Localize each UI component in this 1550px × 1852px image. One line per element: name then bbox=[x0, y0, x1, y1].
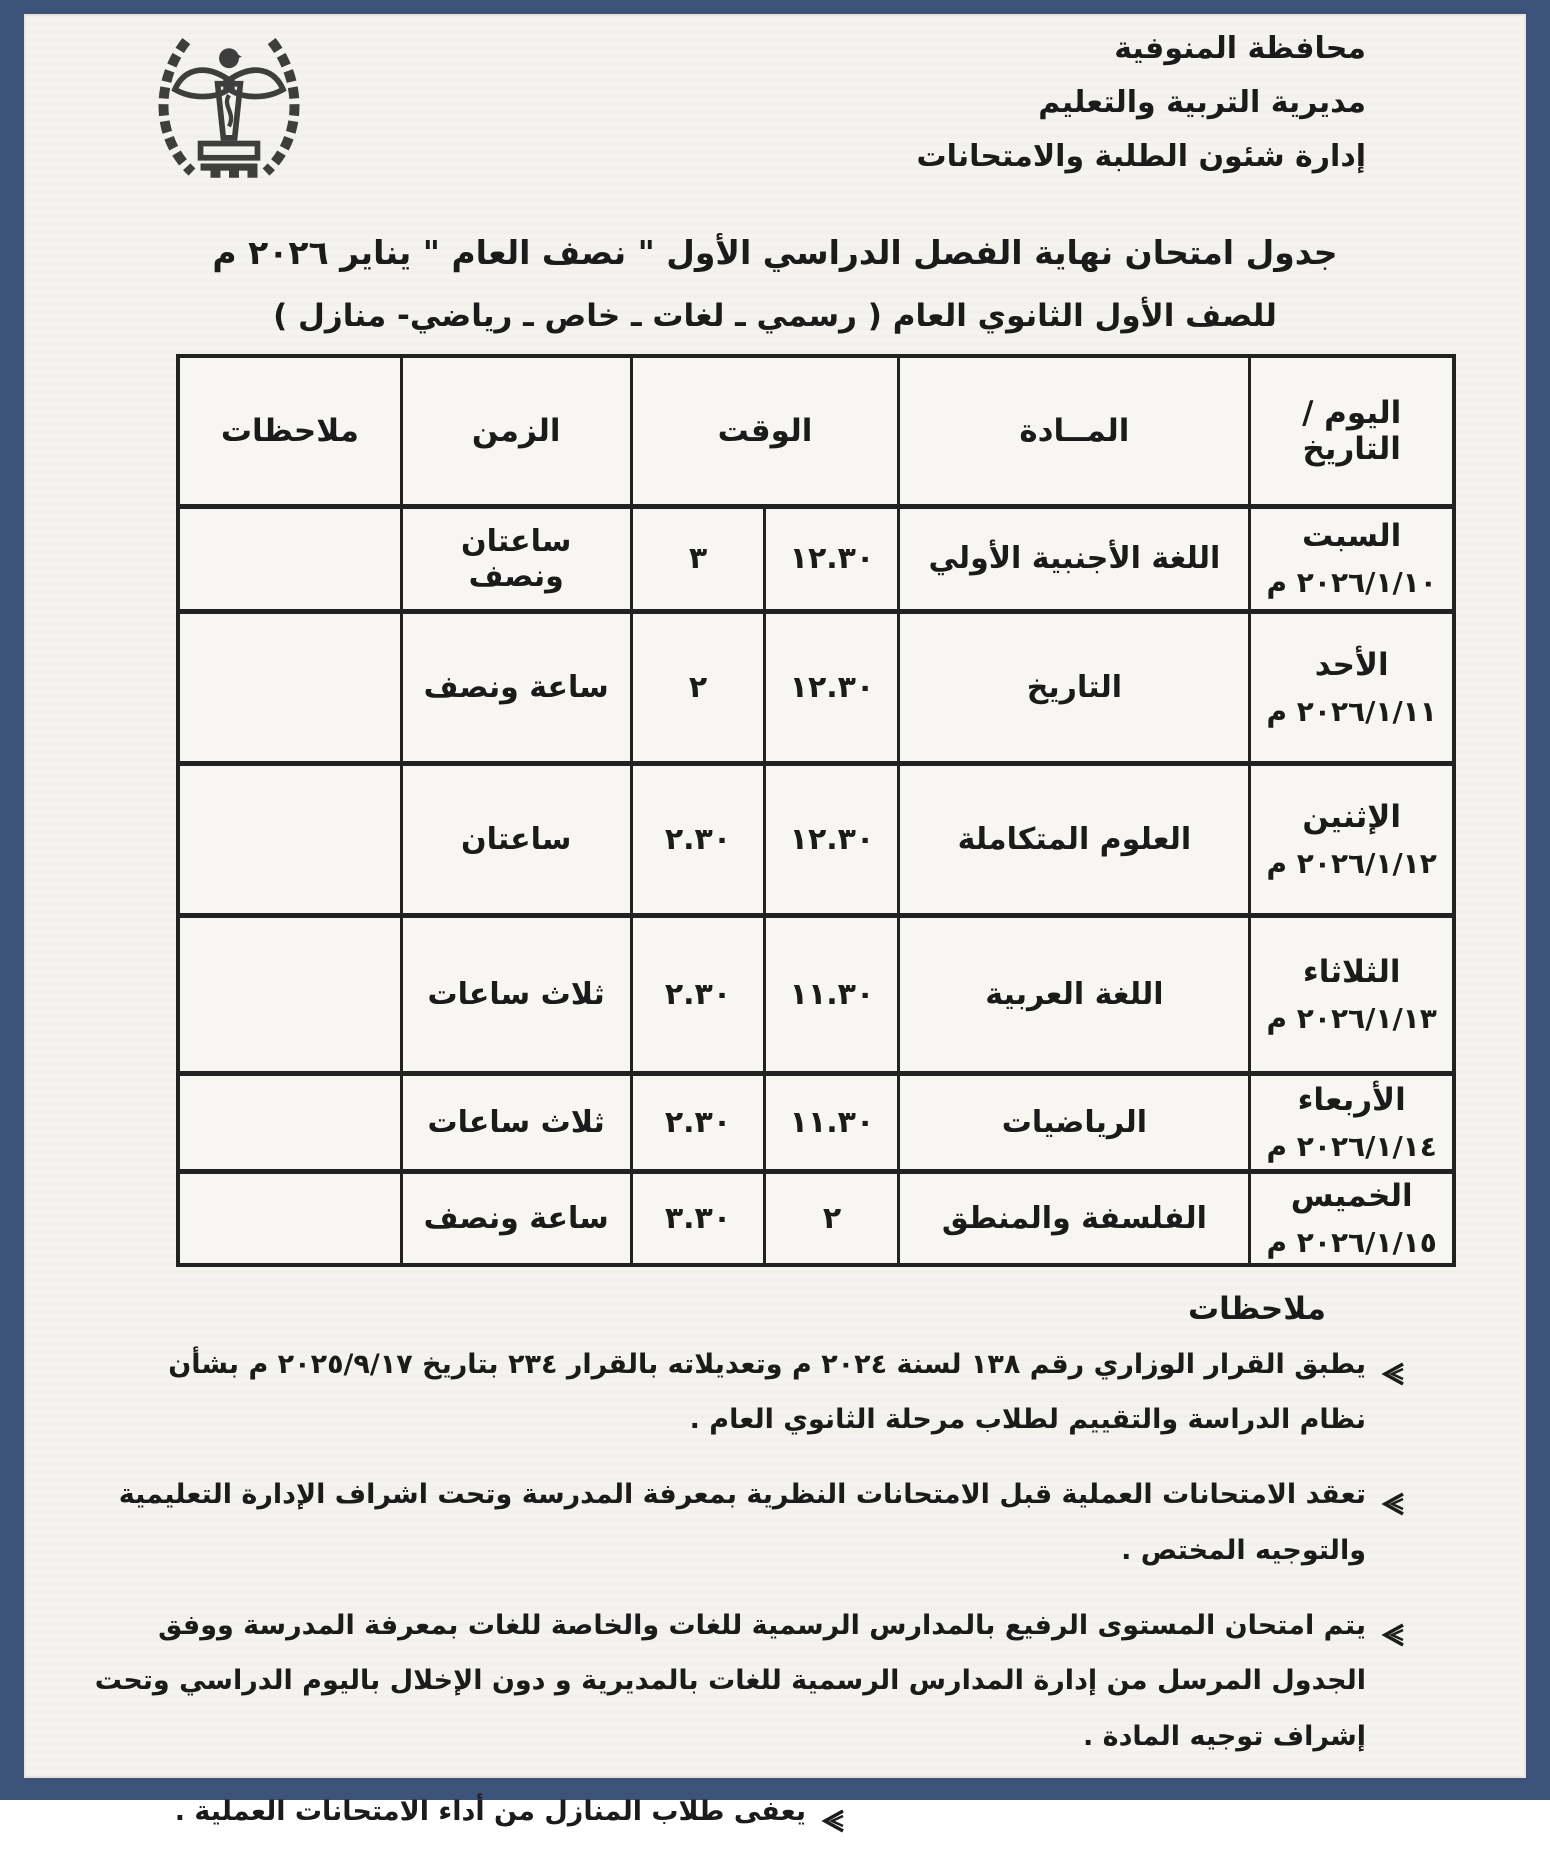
duration-cell: ساعتان ونصف bbox=[401, 506, 631, 611]
duration-cell: ثلاث ساعات bbox=[401, 915, 631, 1073]
time-end-cell: ٣ bbox=[631, 506, 765, 611]
notes-cell bbox=[178, 611, 401, 763]
day-name: السبت bbox=[1257, 518, 1446, 554]
subject-cell: العلوم المتكاملة bbox=[899, 763, 1250, 915]
time-start-cell: ١٢.٣٠ bbox=[765, 506, 899, 611]
time-start-cell: ١١.٣٠ bbox=[765, 915, 899, 1073]
duration-cell: ساعتان bbox=[401, 763, 631, 915]
col-header-time: الوقت bbox=[631, 356, 899, 506]
exam-date: ٢٠٢٦/١/١٥ م bbox=[1257, 1226, 1446, 1259]
duration-cell: ساعة ونصف bbox=[401, 611, 631, 763]
time-end-cell: ٣.٣٠ bbox=[631, 1171, 765, 1265]
duration-cell: ساعة ونصف bbox=[401, 1171, 631, 1265]
exam-date: ٢٠٢٦/١/١١ م bbox=[1257, 695, 1446, 728]
time-end-cell: ٢.٣٠ bbox=[631, 915, 765, 1073]
exam-date: ٢٠٢٦/١/١٠ م bbox=[1257, 566, 1446, 599]
note-item bbox=[94, 1337, 1406, 1448]
subject-cell: الرياضيات bbox=[899, 1073, 1250, 1171]
day-name: الإثنين bbox=[1257, 799, 1446, 835]
exam-row bbox=[178, 611, 1454, 763]
day-date-cell bbox=[1250, 1171, 1454, 1265]
note-item bbox=[94, 1784, 1406, 1852]
note-text: يتم امتحان المستوى الرفيع بالمدارس الرسمية للغات والخاصة للغات بمعرفة المدرسة ووفق الجدول المرسل من إدارة المدارس الرسمية للغات بالمديرية و دون الإخلال باليوم الدراسي وتحت إشراف توجيه المادة . bbox=[94, 1598, 1366, 1764]
eagle-emblem-logo bbox=[139, 24, 319, 209]
day-name: الخميس bbox=[1257, 1178, 1446, 1214]
col-header-day-date: اليوم / التاريخ bbox=[1250, 356, 1454, 506]
arrow-bullet-icon bbox=[1380, 1480, 1406, 1535]
exam-row bbox=[178, 506, 1454, 611]
time-end-cell: ٢.٣٠ bbox=[631, 763, 765, 915]
day-name: الأحد bbox=[1257, 647, 1446, 683]
exam-row bbox=[178, 763, 1454, 915]
note-text: يطبق القرار الوزاري رقم ١٣٨ لسنة ٢٠٢٤ م وتعديلاته بالقرار ٢٣٤ بتاريخ ٢٠٢٥/٩/١٧ م بشأن نظام الدراسة والتقييم لطلاب مرحلة الثانوي العام . bbox=[94, 1337, 1366, 1448]
notes-cell bbox=[178, 1073, 401, 1171]
note-item bbox=[94, 1598, 1406, 1764]
table-body bbox=[178, 506, 1454, 1265]
subject-cell: اللغة العربية bbox=[899, 915, 1250, 1073]
note-item bbox=[94, 1467, 1406, 1578]
time-start-cell: ١٢.٣٠ bbox=[765, 611, 899, 763]
time-start-cell: ١١.٣٠ bbox=[765, 1073, 899, 1171]
schedule-subtitle: للصف الأول الثانوي العام ( رسمي ـ لغات ـ خاص ـ رياضي- منازل ) bbox=[24, 298, 1526, 334]
exam-schedule-table bbox=[176, 354, 1456, 1267]
day-date-cell bbox=[1250, 1073, 1454, 1171]
exam-date: ٢٠٢٦/١/١٤ م bbox=[1257, 1130, 1446, 1163]
notes-cell bbox=[178, 506, 401, 611]
note-text: تعقد الامتحانات العملية قبل الامتحانات النظرية بمعرفة المدرسة وتحت اشراف الإدارة التعليمية والتوجيه المختص . bbox=[94, 1467, 1366, 1578]
exam-row bbox=[178, 1171, 1454, 1265]
exam-row bbox=[178, 915, 1454, 1073]
document-page bbox=[24, 14, 1526, 1778]
col-header-notes: ملاحظات bbox=[178, 356, 401, 506]
subject-cell: اللغة الأجنبية الأولي bbox=[899, 506, 1250, 611]
notes-cell bbox=[178, 1171, 401, 1265]
subject-cell: الفلسفة والمنطق bbox=[899, 1171, 1250, 1265]
time-end-cell: ٢ bbox=[631, 611, 765, 763]
note-text: يعفى طلاب المنازل من أداء الامتحانات العملية . bbox=[175, 1784, 806, 1839]
notes-list bbox=[24, 1331, 1526, 1852]
col-header-subject: المــادة bbox=[899, 356, 1250, 506]
day-date-cell bbox=[1250, 506, 1454, 611]
col-header-duration: الزمن bbox=[401, 356, 631, 506]
schedule-title: جدول امتحان نهاية الفصل الدراسي الأول " نصف العام " يناير ٢٠٢٦ م bbox=[24, 233, 1526, 272]
time-start-cell: ١٢.٣٠ bbox=[765, 763, 899, 915]
title-block bbox=[24, 233, 1526, 334]
notes-heading: ملاحظات bbox=[24, 1291, 1326, 1327]
org-header bbox=[916, 22, 1366, 184]
duration-cell: ثلاث ساعات bbox=[401, 1073, 631, 1171]
org-line-directorate: مديرية التربية والتعليم bbox=[916, 76, 1366, 130]
exam-row bbox=[178, 1073, 1454, 1171]
day-date-cell bbox=[1250, 763, 1454, 915]
arrow-bullet-icon bbox=[1380, 1350, 1406, 1405]
notes-cell bbox=[178, 763, 401, 915]
arrow-bullet-icon bbox=[1380, 1611, 1406, 1666]
org-line-governorate: محافظة المنوفية bbox=[916, 22, 1366, 76]
day-date-cell bbox=[1250, 611, 1454, 763]
time-start-cell: ٢ bbox=[765, 1171, 899, 1265]
arrow-bullet-icon bbox=[820, 1797, 846, 1852]
subject-cell: التاريخ bbox=[899, 611, 1250, 763]
notes-cell bbox=[178, 915, 401, 1073]
table-header-row bbox=[178, 356, 1454, 506]
exam-date: ٢٠٢٦/١/١٣ م bbox=[1257, 1002, 1446, 1035]
day-date-cell bbox=[1250, 915, 1454, 1073]
day-name: الثلاثاء bbox=[1257, 954, 1446, 990]
day-name: الأربعاء bbox=[1257, 1082, 1446, 1118]
time-end-cell: ٢.٣٠ bbox=[631, 1073, 765, 1171]
org-line-department: إدارة شئون الطلبة والامتحانات bbox=[916, 130, 1366, 184]
exam-date: ٢٠٢٦/١/١٢ م bbox=[1257, 847, 1446, 880]
document-header bbox=[24, 14, 1526, 209]
